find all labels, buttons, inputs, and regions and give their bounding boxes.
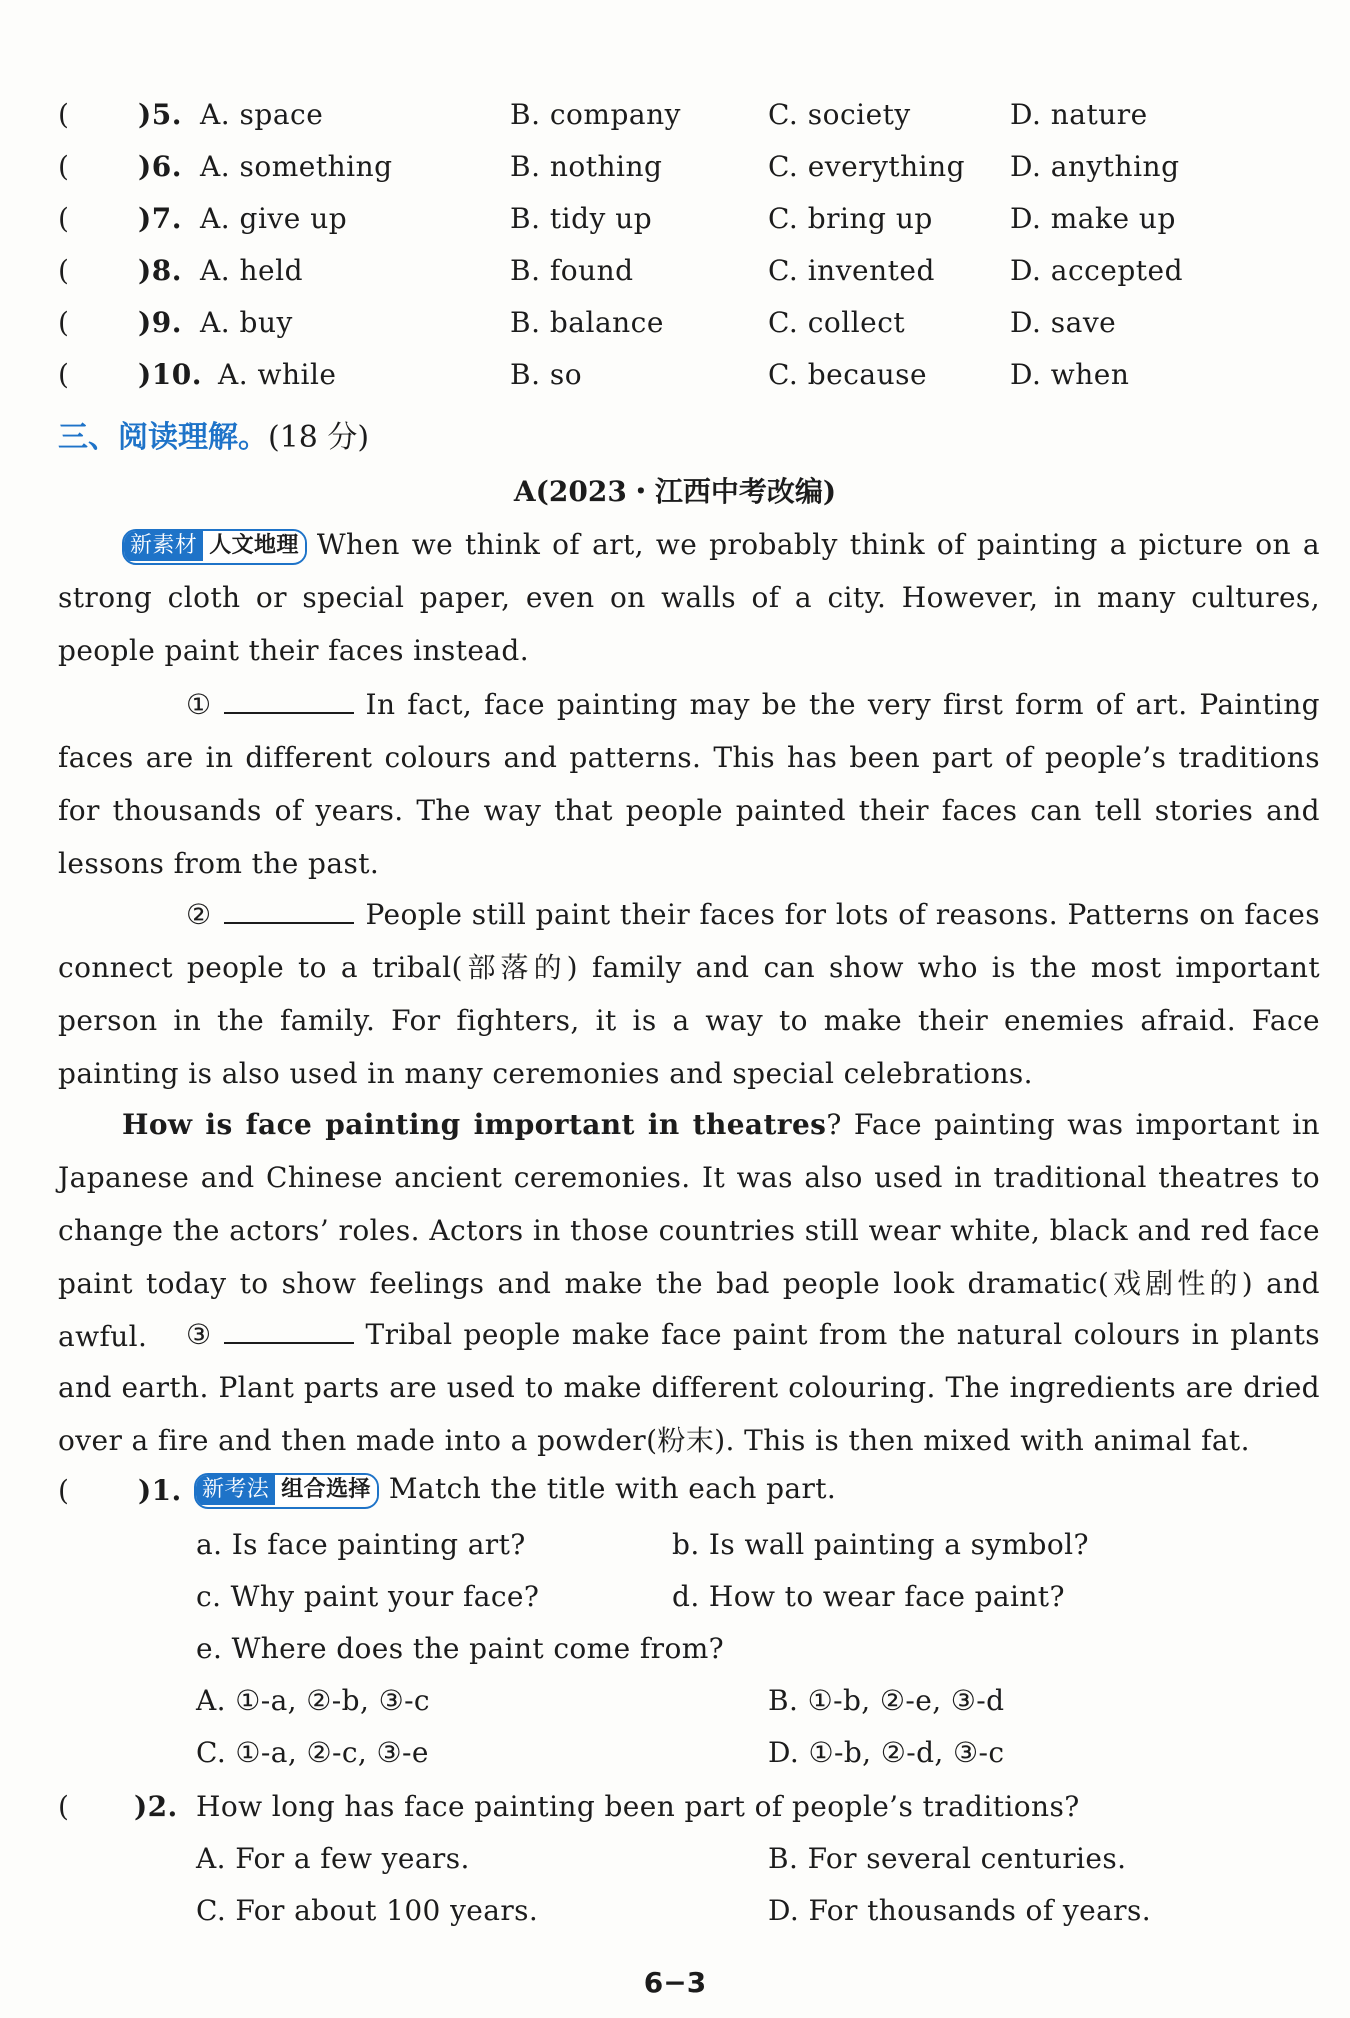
mc-question-6 [58,150,1318,190]
question-number: )6. [138,150,182,183]
mc-question-5 [58,98,1318,138]
blank-marker: ② [186,898,212,931]
q1-option-d[interactable]: D. ①-b, ②-d, ③-c [768,1736,1005,1769]
answer-paren[interactable]: ( [58,306,70,339]
question-number: )2. [134,1790,178,1823]
q2-option-c[interactable]: C. For about 100 years. [196,1894,539,1927]
question-2-stem [58,1790,1318,1823]
answer-blank[interactable] [224,686,354,714]
question-number: )5. [138,98,182,131]
section-heading [58,412,369,456]
option-b: B. company [510,98,681,131]
question-number: )7. [138,202,182,235]
option-a: A. give up [200,202,348,235]
option-d: D. nature [1010,98,1148,131]
option-b: B. found [510,254,634,287]
option-d: D. make up [1010,202,1176,235]
passage-paragraph-2 [58,678,1320,890]
question-number: )9. [138,306,182,339]
title-choice-a: a. Is face painting art? [196,1528,526,1561]
option-b: B. nothing [510,150,663,183]
option-b: B. balance [510,306,664,339]
passage-paragraph-1 [58,518,1320,677]
question-number: )1. [138,1474,182,1507]
page-number: 6−3 [643,1966,707,1999]
q1-option-c[interactable]: C. ①-a, ②-c, ③-e [196,1736,429,1769]
question-1-stem [58,1472,837,1507]
section-score: (18 分) [268,420,370,455]
q1-option-a[interactable]: A. ①-a, ②-b, ③-c [196,1684,431,1717]
question-text: How long has face painting been part of people’s traditions? [196,1790,1080,1823]
new-method-tag [194,1473,379,1509]
option-b: B. so [510,358,583,391]
new-material-tag [122,529,307,565]
option-d: D. save [1010,306,1117,339]
answer-blank[interactable] [224,1316,354,1344]
mc-question-10 [58,358,1318,398]
option-c: C. society [768,98,911,131]
answer-paren[interactable]: ( [58,202,70,235]
answer-paren[interactable]: ( [58,358,70,391]
title-choice-d: d. How to wear face paint? [672,1580,1065,1613]
option-a: A. space [200,98,324,131]
mc-question-7 [58,202,1318,242]
option-a: A. something [200,150,393,183]
q1-option-b[interactable]: B. ①-b, ②-e, ③-d [768,1684,1005,1717]
question-text: Match the title with each part. [388,1472,837,1505]
tag-label: 新素材 [124,531,203,561]
answer-paren[interactable]: ( [58,1474,70,1507]
option-c: C. invented [768,254,935,287]
title-choice-b: b. Is wall painting a symbol? [672,1528,1089,1561]
passage-paragraph-3 [58,888,1320,1100]
blank-marker: ③ [186,1318,212,1351]
answer-paren[interactable]: ( [58,150,70,183]
option-c: C. everything [768,150,966,183]
option-c: C. collect [768,306,906,339]
paragraph-text: In fact, face painting may be the very first form of art. Painting faces are in different colours and patterns. This has been part of people’s traditions for thousands of years. The way that people painted their faces can tell stories and lessons from the past. [58,688,1320,880]
option-c: C. because [768,358,928,391]
tag-topic: 组合选择 [275,1475,377,1505]
option-a: A. while [218,358,337,391]
option-b: B. tidy up [510,202,653,235]
passage-paragraph-5 [58,1308,1320,1467]
option-a: A. held [200,254,304,287]
paragraph-heading: How is face painting important in theatres [122,1108,827,1141]
option-d: D. when [1010,358,1130,391]
q2-option-d[interactable]: D. For thousands of years. [768,1894,1152,1927]
title-choice-e: e. Where does the paint come from? [196,1632,725,1665]
tag-topic: 人文地理 [203,531,305,561]
passage-title: A(2023・江西中考改编) [513,475,837,508]
answer-paren[interactable]: ( [58,1790,70,1823]
mc-question-9 [58,306,1318,346]
q2-option-b[interactable]: B. For several centuries. [768,1842,1127,1875]
paragraph-text: People still paint their faces for lots of reasons. Patterns on faces connect people to a tribal(部落的) family and can show who is the most important person in the family. For fighters, it is a way to make their enemies afraid. Face painting is also used in many ceremonies and special celebrations. [58,898,1320,1090]
tag-label: 新考法 [196,1475,275,1505]
title-choice-c: c. Why paint your face? [196,1580,540,1613]
q2-option-a[interactable]: A. For a few years. [196,1842,470,1875]
answer-paren[interactable]: ( [58,254,70,287]
mc-question-8 [58,254,1318,294]
blank-marker: ① [186,688,212,721]
option-d: D. accepted [1010,254,1184,287]
paragraph-text: When we think of art, we probably think of painting a picture on a strong cloth or special paper, even on walls of a city. However, in many cultures, people paint their faces instead. [58,528,1320,667]
paragraph-text: Tribal people make face paint from the natural colours in plants and earth. Plant parts are used to make different colouring. The ingredients are dried over a fire and then made into a powder(粉末). This is then mixed with animal fat. [58,1318,1320,1457]
section-title: 三、阅读理解。 [58,420,268,455]
question-number: )10. [138,358,202,391]
question-number: )8. [138,254,182,287]
option-d: D. anything [1010,150,1180,183]
option-c: C. bring up [768,202,933,235]
answer-paren[interactable]: ( [58,98,70,131]
answer-blank[interactable] [224,896,354,924]
paragraph-text: ? Face painting was important in Japanese and Chinese ancient ceremonies. It was also used in traditional theatres to change the actors’ roles. Actors in those countries still wear white, black and red face paint today to show feelings and make the bad people look dramatic(戏剧性的) and awful. [58,1108,1320,1353]
option-a: A. buy [200,306,293,339]
